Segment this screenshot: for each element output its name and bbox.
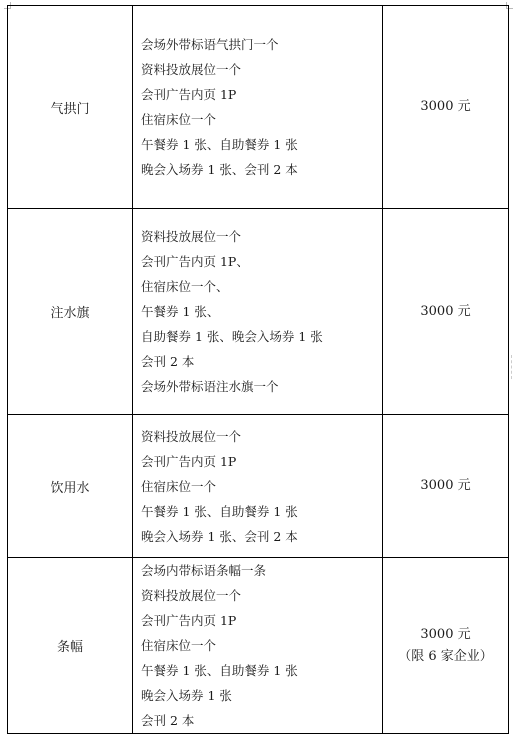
package-benefits	[133, 415, 383, 558]
benefit-item: 会刊广告内页 1P	[141, 613, 237, 628]
package-benefits	[133, 558, 383, 734]
package-price: 3000 元	[420, 303, 471, 319]
package-name: 气拱门	[8, 6, 133, 209]
package-price: 3000 元	[420, 99, 471, 114]
benefit-item: 会刊广告内页 1P、	[141, 254, 249, 269]
benefit-item: 晚会入场券 1 张	[141, 688, 232, 703]
benefit-item: 住宿床位一个	[141, 638, 217, 653]
package-benefits	[133, 6, 383, 209]
package-price-cell	[383, 6, 509, 209]
benefit-item: 资料投放展位一个	[141, 588, 242, 603]
benefit-item: 会刊广告内页 1P	[141, 87, 237, 102]
benefit-item: 资料投放展位一个	[141, 229, 242, 244]
benefit-item: 住宿床位一个	[141, 112, 217, 127]
benefit-item: 会刊 2 本	[141, 713, 195, 728]
package-price: 3000 元	[420, 478, 471, 493]
page-edge-mark	[511, 355, 516, 379]
benefit-item: 晚会入场券 1 张、会刊 2 本	[141, 162, 298, 177]
benefit-item: 住宿床位一个	[141, 478, 217, 494]
table-row	[8, 209, 509, 415]
benefit-item: 资料投放展位一个	[141, 62, 242, 77]
benefit-item: 会场外带标语气拱门一个	[141, 37, 279, 52]
benefit-item: 午餐券 1 张、自助餐券 1 张	[141, 137, 298, 152]
package-price-cell	[383, 415, 509, 558]
package-price: 3000 元	[420, 626, 471, 642]
package-name: 条幅	[8, 558, 133, 734]
benefit-item: 晚会入场券 1 张、会刊 2 本	[141, 528, 298, 544]
benefit-item: 午餐券 1 张、自助餐券 1 张	[141, 503, 298, 519]
table-row	[8, 558, 509, 734]
benefit-item: 会场外带标语注水旗一个	[141, 379, 279, 394]
benefit-item: 住宿床位一个、	[141, 279, 229, 294]
table-row	[8, 6, 509, 209]
benefit-item: 午餐券 1 张、自助餐券 1 张	[141, 663, 298, 678]
table-row	[8, 415, 509, 558]
benefit-item: 会刊 2 本	[141, 354, 195, 369]
package-name: 饮用水	[8, 415, 133, 558]
package-limit-note: （限 6 家企业）	[398, 648, 493, 664]
benefit-item: 资料投放展位一个	[141, 428, 242, 444]
benefit-item: 会场内带标语条幅一条	[141, 563, 267, 578]
package-price-cell	[383, 209, 509, 415]
package-price-cell	[383, 558, 509, 734]
benefit-item: 午餐券 1 张、	[141, 304, 220, 319]
package-name: 注水旗	[8, 209, 133, 415]
sponsorship-table	[7, 5, 509, 734]
benefit-item: 自助餐券 1 张、晚会入场券 1 张	[141, 329, 323, 344]
package-benefits	[133, 209, 383, 415]
benefit-item: 会刊广告内页 1P	[141, 453, 237, 469]
